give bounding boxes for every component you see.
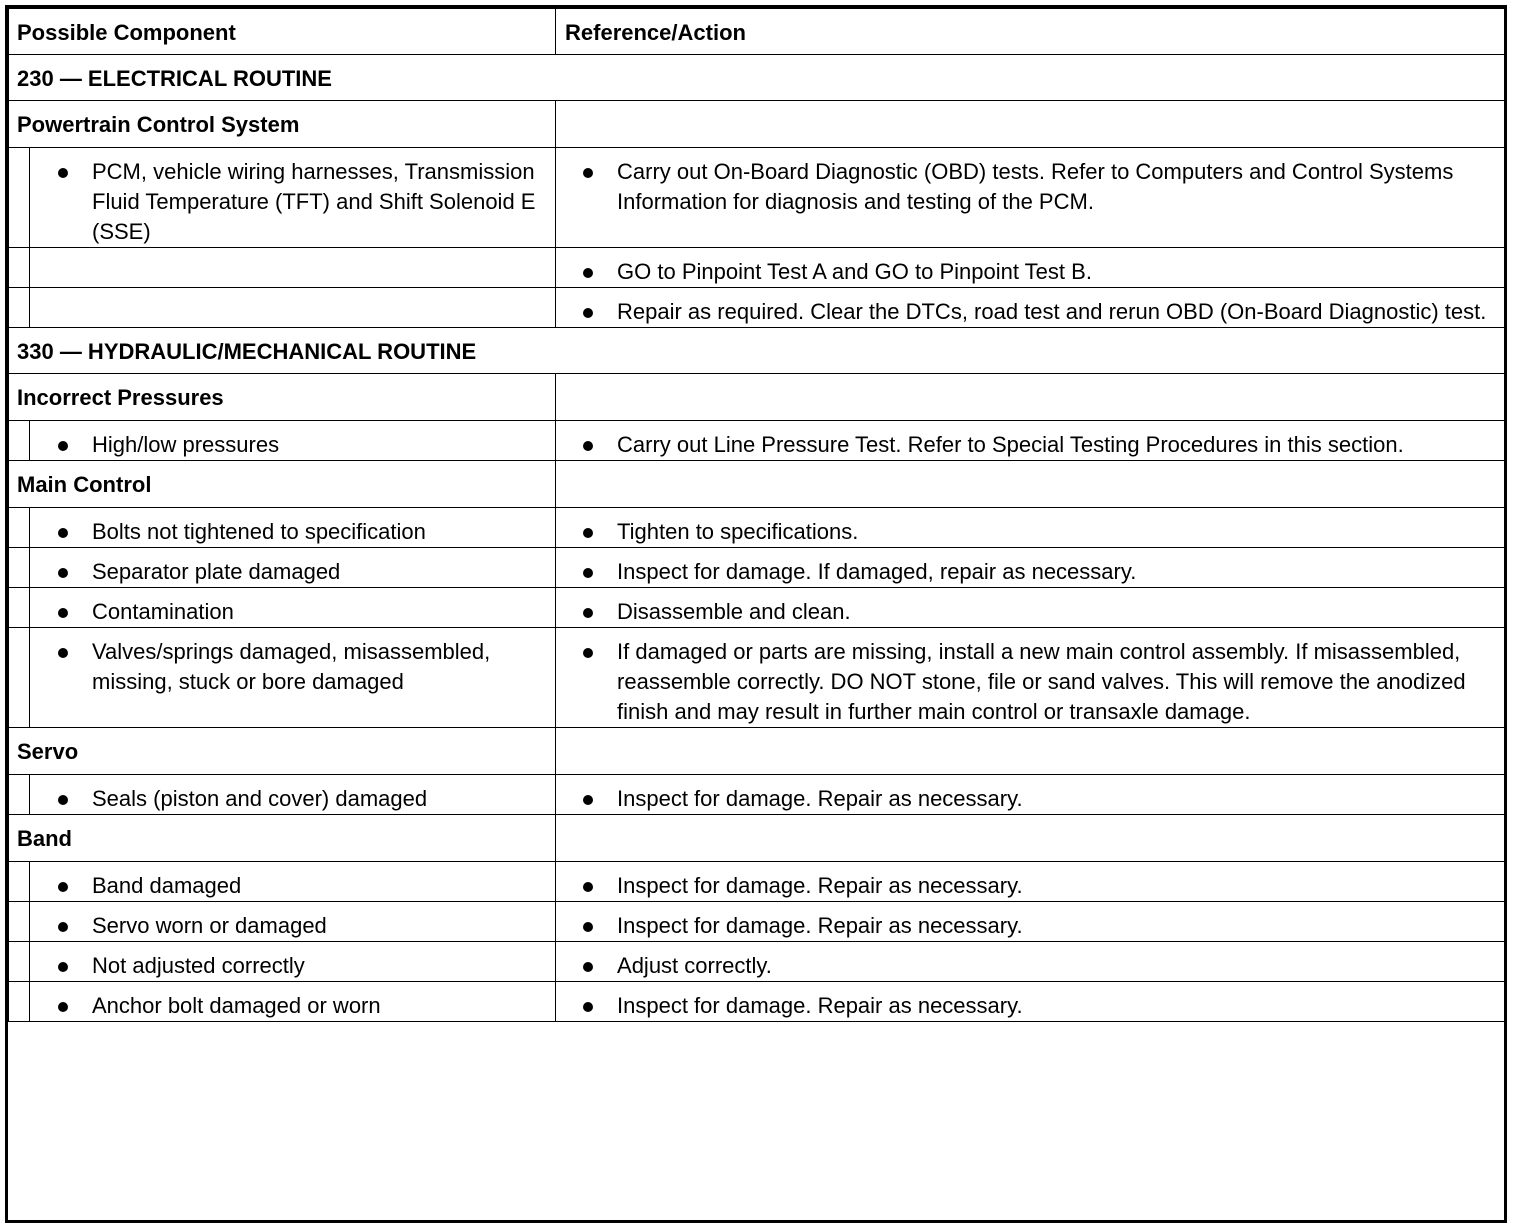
action-cell (556, 421, 1505, 461)
section-row (9, 55, 1505, 101)
action-cell-text: Disassemble and clean. (617, 599, 851, 624)
table-header-row (9, 9, 1505, 55)
group-row (9, 101, 1505, 148)
component-cell (30, 775, 556, 815)
action-cell (556, 148, 1505, 248)
bullet-icon (583, 308, 593, 318)
table-row (9, 942, 1505, 982)
bullet-icon (58, 962, 68, 972)
component-cell (30, 942, 556, 982)
component-cell (30, 148, 556, 248)
table-row (9, 421, 1505, 461)
group-row (9, 374, 1505, 421)
table-row (9, 548, 1505, 588)
table-row (9, 248, 1505, 288)
bullet-icon (58, 648, 68, 658)
bullet-icon (583, 568, 593, 578)
indent-cell (9, 548, 30, 588)
bullet-icon (58, 168, 68, 178)
indent-cell (9, 982, 30, 1022)
component-cell (30, 421, 556, 461)
diagnosis-table (8, 8, 1505, 1022)
bullet-icon (58, 608, 68, 618)
bullet-icon (58, 795, 68, 805)
bullet-icon (58, 568, 68, 578)
action-cell-text: GO to Pinpoint Test A and GO to Pinpoint Test B. (617, 259, 1092, 284)
indent-cell (9, 288, 30, 328)
diagnosis-table-frame (5, 5, 1507, 1223)
action-cell (556, 288, 1505, 328)
component-cell-text: PCM, vehicle wiring harnesses, Transmission Fluid Temperature (TFT) and Shift Solenoid E (SSE) (92, 159, 536, 244)
action-cell-text: Adjust correctly. (617, 953, 772, 978)
table-row (9, 902, 1505, 942)
action-cell-text: Carry out Line Pressure Test. Refer to Special Testing Procedures in this section. (617, 432, 1404, 457)
bullet-icon (583, 1002, 593, 1012)
table-row (9, 982, 1505, 1022)
action-cell (556, 942, 1505, 982)
group-row (9, 815, 1505, 862)
component-cell-text: Valves/springs damaged, misassembled, missing, stuck or bore damaged (92, 639, 491, 694)
group-empty-cell (556, 374, 1505, 421)
component-cell (30, 548, 556, 588)
table-body (9, 9, 1505, 1022)
indent-cell (9, 902, 30, 942)
bullet-icon (58, 528, 68, 538)
indent-cell (9, 628, 30, 728)
bullet-icon (583, 962, 593, 972)
action-cell-text: Tighten to specifications. (617, 519, 859, 544)
group-title: Main Control (9, 461, 556, 508)
group-empty-cell (556, 815, 1505, 862)
action-cell (556, 628, 1505, 728)
bullet-icon (58, 882, 68, 892)
component-cell-text: Servo worn or damaged (92, 913, 327, 938)
component-cell-text: Contamination (92, 599, 234, 624)
action-cell (556, 588, 1505, 628)
component-cell-text: Separator plate damaged (92, 559, 341, 584)
component-cell-text: Band damaged (92, 873, 242, 898)
component-cell (30, 288, 556, 328)
action-cell (556, 862, 1505, 902)
action-cell-text: Carry out On-Board Diagnostic (OBD) tests. Refer to Computers and Control Systems Information for diagnosis and testing of the PCM. (617, 159, 1454, 214)
bullet-icon (583, 441, 593, 451)
section-title: 330 — HYDRAULIC/MECHANICAL ROUTINE (9, 328, 1505, 374)
header-component: Possible Component (9, 9, 556, 55)
component-cell-text: Bolts not tightened to specification (92, 519, 426, 544)
bullet-icon (58, 441, 68, 451)
group-empty-cell (556, 461, 1505, 508)
table-row (9, 628, 1505, 728)
indent-cell (9, 862, 30, 902)
indent-cell (9, 421, 30, 461)
component-cell-text: High/low pressures (92, 432, 280, 457)
action-cell-text: Inspect for damage. If damaged, repair as necessary. (617, 559, 1137, 584)
action-cell (556, 508, 1505, 548)
table-row (9, 148, 1505, 248)
bullet-icon (583, 528, 593, 538)
component-cell-text: Not adjusted correctly (92, 953, 305, 978)
table-row (9, 588, 1505, 628)
action-cell-text: If damaged or parts are missing, install a new main control assembly. If misassembled, reassemble correctly. DO NOT stone, file or sand valves. This will remove the anodized finish and may result in further main control or transaxle damage. (617, 639, 1466, 724)
indent-cell (9, 775, 30, 815)
component-cell (30, 902, 556, 942)
table-row (9, 288, 1505, 328)
bullet-icon (58, 1002, 68, 1012)
group-empty-cell (556, 101, 1505, 148)
group-title: Band (9, 815, 556, 862)
component-cell (30, 862, 556, 902)
action-cell-text: Inspect for damage. Repair as necessary. (617, 786, 1023, 811)
indent-cell (9, 942, 30, 982)
component-cell (30, 628, 556, 728)
group-title: Powertrain Control System (9, 101, 556, 148)
section-row (9, 328, 1505, 374)
table-row (9, 508, 1505, 548)
section-title: 230 — ELECTRICAL ROUTINE (9, 55, 1505, 101)
component-cell (30, 248, 556, 288)
component-cell (30, 982, 556, 1022)
action-cell (556, 902, 1505, 942)
bullet-icon (583, 922, 593, 932)
action-cell (556, 775, 1505, 815)
indent-cell (9, 588, 30, 628)
group-title: Incorrect Pressures (9, 374, 556, 421)
bullet-icon (583, 795, 593, 805)
component-cell (30, 508, 556, 548)
bullet-icon (583, 268, 593, 278)
indent-cell (9, 248, 30, 288)
bullet-icon (583, 648, 593, 658)
group-empty-cell (556, 728, 1505, 775)
component-cell-text: Seals (piston and cover) damaged (92, 786, 428, 811)
table-row (9, 775, 1505, 815)
component-cell-text: Anchor bolt damaged or worn (92, 993, 381, 1018)
bullet-icon (583, 882, 593, 892)
bullet-icon (583, 168, 593, 178)
bullet-icon (58, 922, 68, 932)
indent-cell (9, 148, 30, 248)
component-cell (30, 588, 556, 628)
action-cell-text: Inspect for damage. Repair as necessary. (617, 913, 1023, 938)
table-row (9, 862, 1505, 902)
group-row (9, 461, 1505, 508)
group-title: Servo (9, 728, 556, 775)
action-cell-text: Inspect for damage. Repair as necessary. (617, 993, 1023, 1018)
action-cell (556, 548, 1505, 588)
group-row (9, 728, 1505, 775)
header-reference: Reference/Action (556, 9, 1505, 55)
bullet-icon (583, 608, 593, 618)
indent-cell (9, 508, 30, 548)
action-cell (556, 982, 1505, 1022)
action-cell (556, 248, 1505, 288)
action-cell-text: Repair as required. Clear the DTCs, road test and rerun OBD (On-Board Diagnostic) test. (617, 299, 1487, 324)
action-cell-text: Inspect for damage. Repair as necessary. (617, 873, 1023, 898)
